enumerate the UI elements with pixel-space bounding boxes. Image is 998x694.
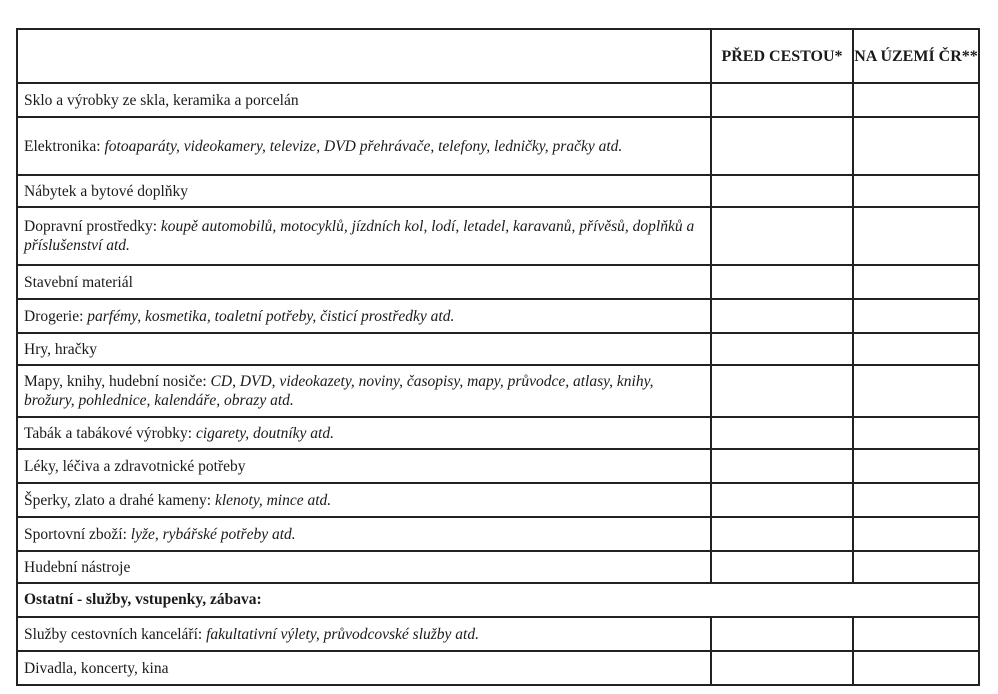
item-label: Sklo a výrobky ze skla, keramika a porcelán [17,83,711,117]
item-label: Stavební materiál [17,265,711,299]
item-label: Tabák a tabákové výrobky: cigarety, doutníky atd. [17,417,711,449]
item-label: Hudební nástroje [17,551,711,583]
in-czech-cell[interactable] [853,207,979,265]
table-row [17,83,979,117]
header-in-czech: NA ÚZEMÍ ČR** [853,29,979,83]
item-label: Dopravní prostředky: koupě automobilů, motocyklů, jízdních kol, lodí, letadel, karavanů, přívěsů, doplňků a příslušenství atd. [17,207,711,265]
in-czech-cell[interactable] [853,117,979,175]
in-czech-cell[interactable] [853,333,979,365]
item-label: Mapy, knihy, hudební nosiče: CD, DVD, videokazety, noviny, časopisy, mapy, průvodce, atlasy, knihy, brožury, pohlednice, kalendáře, obrazy atd. [17,365,711,417]
header-before-trip: PŘED CESTOU* [711,29,853,83]
table-row [17,417,979,449]
before-trip-cell[interactable] [711,551,853,583]
item-label: Hry, hračky [17,333,711,365]
before-trip-cell[interactable] [711,207,853,265]
table-row [17,449,979,483]
table-row [17,207,979,265]
before-trip-cell[interactable] [711,333,853,365]
in-czech-cell[interactable] [853,175,979,207]
before-trip-cell[interactable] [711,83,853,117]
item-label: Divadla, koncerty, kina [17,651,711,685]
item-label: Drogerie: parfémy, kosmetika, toaletní potřeby, čisticí prostředky atd. [17,299,711,333]
in-czech-cell[interactable] [853,449,979,483]
before-trip-cell[interactable] [711,117,853,175]
item-label: Sportovní zboží: lyže, rybářské potřeby atd. [17,517,711,551]
before-trip-cell[interactable] [711,417,853,449]
table-row [17,265,979,299]
before-trip-cell[interactable] [711,651,853,685]
table-row [17,551,979,583]
before-trip-cell[interactable] [711,517,853,551]
in-czech-cell[interactable] [853,299,979,333]
item-label: Elektronika: fotoaparáty, videokamery, televize, DVD přehrávače, telefony, ledničky, pračky atd. [17,117,711,175]
in-czech-cell[interactable] [853,83,979,117]
table-row [17,483,979,517]
expense-table [16,28,980,686]
in-czech-cell[interactable] [853,265,979,299]
table-row [17,333,979,365]
section-title: Ostatní - služby, vstupenky, zábava: [17,583,979,617]
table-row [17,651,979,685]
table-row [17,117,979,175]
before-trip-cell[interactable] [711,449,853,483]
in-czech-cell[interactable] [853,617,979,651]
in-czech-cell[interactable] [853,517,979,551]
table-row [17,365,979,417]
in-czech-cell[interactable] [853,551,979,583]
header-category [17,29,711,83]
before-trip-cell[interactable] [711,617,853,651]
item-label: Služby cestovních kanceláří: fakultativní výlety, průvodcovské služby atd. [17,617,711,651]
table-row [17,175,979,207]
in-czech-cell[interactable] [853,365,979,417]
before-trip-cell[interactable] [711,175,853,207]
before-trip-cell[interactable] [711,299,853,333]
in-czech-cell[interactable] [853,483,979,517]
header-row [17,29,979,83]
table-row [17,299,979,333]
section-row [17,583,979,617]
before-trip-cell[interactable] [711,265,853,299]
expense-form [16,28,978,686]
table-row [17,617,979,651]
item-label: Léky, léčiva a zdravotnické potřeby [17,449,711,483]
item-label: Šperky, zlato a drahé kameny: klenoty, mince atd. [17,483,711,517]
before-trip-cell[interactable] [711,365,853,417]
item-label: Nábytek a bytové doplňky [17,175,711,207]
in-czech-cell[interactable] [853,417,979,449]
table-row [17,517,979,551]
before-trip-cell[interactable] [711,483,853,517]
in-czech-cell[interactable] [853,651,979,685]
